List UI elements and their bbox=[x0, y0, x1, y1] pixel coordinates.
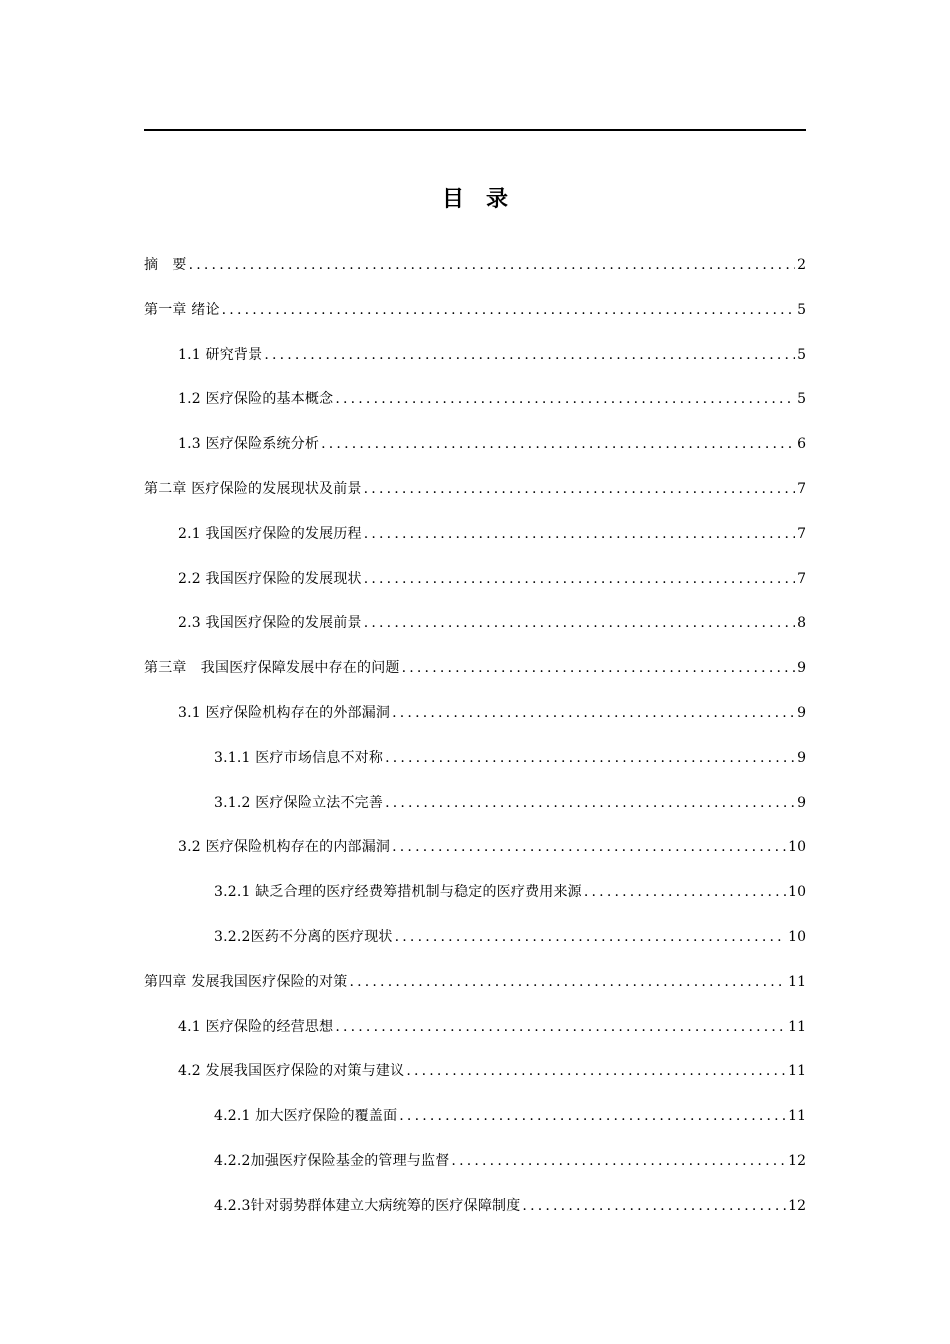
toc-page-number: 12 bbox=[788, 1197, 806, 1214]
toc-entry[interactable] bbox=[144, 703, 806, 748]
toc-entry[interactable] bbox=[144, 524, 806, 569]
toc-entry-label: 第一章 绪论 bbox=[144, 301, 220, 318]
toc-dot-leader bbox=[321, 434, 795, 454]
toc-entry[interactable] bbox=[144, 748, 806, 793]
toc-entry[interactable] bbox=[144, 882, 806, 927]
toc-entry-label: 1.1 研究背景 bbox=[178, 346, 263, 363]
toc-entry-label: 3.2.2医药不分离的医疗现状 bbox=[214, 928, 393, 945]
toc-dot-leader bbox=[395, 927, 787, 947]
toc-dot-leader bbox=[335, 1017, 786, 1037]
toc-title bbox=[0, 186, 950, 214]
toc-entry-label: 2.1 我国医疗保险的发展历程 bbox=[178, 525, 362, 542]
toc-entry[interactable] bbox=[144, 1017, 806, 1062]
toc-entry[interactable] bbox=[144, 434, 806, 479]
toc-page-number: 9 bbox=[797, 660, 806, 677]
toc-entry-label: 2.3 我国医疗保险的发展前景 bbox=[178, 615, 362, 632]
toc-entry[interactable] bbox=[144, 793, 806, 838]
toc-entry-label: 第四章 发展我国医疗保险的对策 bbox=[144, 973, 348, 990]
toc-entry[interactable] bbox=[144, 658, 806, 703]
toc-entry-label: 3.1.2 医疗保险立法不完善 bbox=[214, 794, 384, 811]
toc-dot-leader bbox=[364, 524, 795, 544]
toc-entry-label: 4.2 发展我国医疗保险的对策与建议 bbox=[178, 1063, 405, 1080]
toc-page-number: 10 bbox=[788, 839, 806, 856]
toc-title-part-1: 目 bbox=[441, 187, 464, 212]
toc-entry-label: 4.2.3针对弱势群体建立大病统筹的医疗保障制度 bbox=[214, 1197, 521, 1214]
toc-dot-leader bbox=[222, 300, 795, 320]
toc-page-number: 2 bbox=[797, 257, 806, 273]
toc-entry[interactable] bbox=[144, 569, 806, 614]
toc-entry-label: 3.1 医疗保险机构存在的外部漏洞 bbox=[178, 704, 391, 721]
toc-dot-leader bbox=[364, 613, 795, 633]
toc-entry-label: 3.2.1 缺乏合理的医疗经费筹措机制与稳定的医疗费用来源 bbox=[214, 884, 582, 901]
toc-dot-leader bbox=[264, 345, 795, 365]
toc-dot-leader bbox=[349, 972, 786, 992]
toc-dot-leader bbox=[189, 255, 795, 275]
toc-entry[interactable] bbox=[144, 1196, 806, 1241]
toc-page-number: 5 bbox=[797, 301, 806, 318]
table-of-contents bbox=[144, 255, 806, 1241]
toc-page-number: 9 bbox=[797, 704, 806, 721]
toc-dot-leader bbox=[402, 658, 795, 678]
toc-entry[interactable] bbox=[144, 389, 806, 434]
toc-entry[interactable] bbox=[144, 300, 806, 345]
toc-entry-label: 第三章 我国医疗保障发展中存在的问题 bbox=[144, 660, 400, 677]
header-rule bbox=[144, 129, 806, 131]
toc-page-number: 5 bbox=[797, 391, 806, 408]
toc-page-number: 11 bbox=[788, 1018, 806, 1035]
toc-entry[interactable] bbox=[144, 255, 806, 300]
toc-entry[interactable] bbox=[144, 1106, 806, 1151]
toc-dot-leader bbox=[406, 1061, 786, 1081]
toc-dot-leader bbox=[451, 1151, 786, 1171]
toc-dot-leader bbox=[522, 1196, 786, 1216]
toc-entry[interactable] bbox=[144, 972, 806, 1017]
toc-page-number: 12 bbox=[788, 1152, 806, 1169]
toc-entry-label: 摘 要 bbox=[144, 257, 187, 273]
toc-entry-label: 3.2 医疗保险机构存在的内部漏洞 bbox=[178, 839, 391, 856]
toc-entry[interactable] bbox=[144, 927, 806, 972]
toc-entry-label: 1.3 医疗保险系统分析 bbox=[178, 436, 320, 453]
toc-dot-leader bbox=[364, 569, 795, 589]
toc-entry-label: 3.1.1 医疗市场信息不对称 bbox=[214, 749, 384, 766]
toc-dot-leader bbox=[385, 748, 795, 768]
toc-dot-leader bbox=[364, 479, 795, 499]
toc-dot-leader bbox=[392, 837, 786, 857]
toc-page-number: 10 bbox=[788, 928, 806, 945]
toc-entry-label: 第二章 医疗保险的发展现状及前景 bbox=[144, 480, 362, 497]
toc-page-number: 8 bbox=[797, 615, 806, 632]
toc-entry[interactable] bbox=[144, 837, 806, 882]
toc-entry-label: 2.2 我国医疗保险的发展现状 bbox=[178, 570, 362, 587]
toc-entry-label: 1.2 医疗保险的基本概念 bbox=[178, 391, 334, 408]
toc-entry-label: 4.1 医疗保险的经营思想 bbox=[178, 1018, 334, 1035]
toc-page-number: 7 bbox=[797, 525, 806, 542]
toc-title-part-2: 录 bbox=[486, 187, 509, 212]
toc-dot-leader bbox=[335, 389, 795, 409]
toc-dot-leader bbox=[584, 882, 786, 902]
toc-entry-label: 4.2.1 加大医疗保险的覆盖面 bbox=[214, 1108, 398, 1125]
toc-entry[interactable] bbox=[144, 1151, 806, 1196]
toc-page-number: 11 bbox=[788, 973, 806, 990]
toc-page-number: 11 bbox=[788, 1063, 806, 1080]
toc-dot-leader bbox=[399, 1106, 786, 1126]
toc-page-number: 9 bbox=[797, 749, 806, 766]
toc-entry[interactable] bbox=[144, 479, 806, 524]
toc-entry-label: 4.2.2加强医疗保险基金的管理与监督 bbox=[214, 1152, 450, 1169]
toc-page-number: 10 bbox=[788, 884, 806, 901]
toc-entry[interactable] bbox=[144, 1061, 806, 1106]
toc-page-number: 7 bbox=[797, 480, 806, 497]
toc-dot-leader bbox=[385, 793, 795, 813]
toc-page-number: 5 bbox=[797, 346, 806, 363]
toc-page-number: 11 bbox=[788, 1108, 806, 1125]
toc-page-number: 9 bbox=[797, 794, 806, 811]
toc-page-number: 6 bbox=[797, 436, 806, 453]
toc-page-number: 7 bbox=[797, 570, 806, 587]
toc-dot-leader bbox=[392, 703, 795, 723]
toc-entry[interactable] bbox=[144, 345, 806, 390]
toc-entry[interactable] bbox=[144, 613, 806, 658]
